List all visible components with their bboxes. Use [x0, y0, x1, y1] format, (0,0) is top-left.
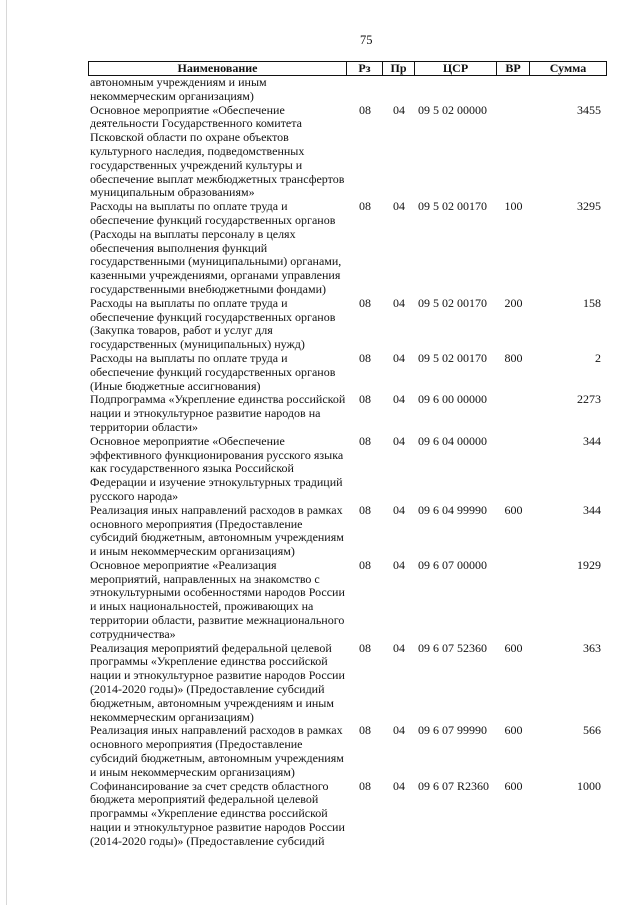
section-code: 08 — [359, 778, 371, 793]
subsection-code: 04 — [393, 433, 405, 448]
name-line: территории области» — [90, 419, 199, 434]
name-line: Реализация мероприятий федеральной целевой — [90, 640, 332, 655]
subsection-code: 04 — [393, 295, 405, 310]
amount: 3295 — [577, 199, 601, 214]
expense-type-code: 800 — [504, 350, 523, 365]
section-code: 08 — [359, 350, 371, 365]
name-line: обеспечение функций государственных органов — [90, 212, 336, 227]
table-row — [88, 724, 607, 779]
name-line: нации и этнокультурное развитие народов на — [90, 406, 321, 421]
expense-type-code: 600 — [504, 502, 523, 517]
table-row — [88, 780, 607, 849]
row-name — [88, 642, 347, 725]
name-line: культурного наследия, подведомственных — [90, 143, 305, 158]
table-row — [88, 559, 607, 642]
name-line: и иным некоммерческим организациям) — [90, 764, 295, 779]
name-line: обеспечение функций государственных органов — [90, 309, 336, 324]
target-article-code: 09 6 07 00000 — [418, 557, 487, 572]
target-article-code: 09 5 02 00170 — [418, 295, 487, 310]
row-name — [88, 76, 347, 104]
section-code: 08 — [359, 295, 371, 310]
subsection-code: 04 — [393, 778, 405, 793]
name-line: основного мероприятия (Предоставление — [90, 516, 303, 531]
expense-type-code: 600 — [504, 778, 523, 793]
table-row — [88, 76, 607, 104]
scan-edge — [6, 0, 7, 905]
target-article-code: 09 5 02 00000 — [418, 102, 487, 117]
table-row — [88, 393, 607, 434]
row-name — [88, 780, 347, 849]
name-line: Основное мероприятие «Обеспечение — [90, 102, 285, 117]
table-body — [88, 76, 607, 849]
amount: 2 — [595, 350, 601, 365]
row-name — [88, 435, 347, 504]
header-pr: Пр — [383, 62, 415, 75]
name-line: муниципальным образованиям» — [90, 185, 255, 200]
target-article-code: 09 6 07 99990 — [418, 723, 487, 738]
amount: 1000 — [577, 778, 601, 793]
expense-type-code: 600 — [504, 640, 523, 655]
name-line: бюджетным, автономным учреждениям и иным — [90, 695, 334, 710]
table-row — [88, 200, 607, 297]
name-line: территории области, развитие межнационального — [90, 613, 345, 628]
name-line: мероприятий, направленных на знакомство с — [90, 571, 320, 586]
section-code: 08 — [359, 433, 371, 448]
expense-type-code: 100 — [504, 199, 523, 214]
subsection-code: 04 — [393, 199, 405, 214]
expense-type-code — [497, 76, 530, 104]
name-line: некоммерческим организациям) — [90, 88, 254, 103]
expense-type-code — [497, 393, 530, 434]
section-code: 08 — [359, 723, 371, 738]
amount: 3455 — [577, 102, 601, 117]
table-row — [88, 642, 607, 725]
table-row — [88, 435, 607, 504]
name-line: Реализация иных направлений расходов в рамках — [90, 502, 343, 517]
expense-type-code: 600 — [504, 723, 523, 738]
name-line: Подпрограмма «Укрепление единства российской — [90, 392, 346, 407]
amount: 2273 — [577, 392, 601, 407]
name-line: (Закупка товаров, работ и услуг для — [90, 323, 273, 338]
name-line: (2014-2020 годы)» (Предоставление субсидий — [90, 682, 325, 697]
section-code: 08 — [359, 640, 371, 655]
name-line: Федерации и изучение этнокультурных традиций — [90, 475, 343, 490]
section-code: 08 — [359, 502, 371, 517]
subsection-code: 04 — [393, 102, 405, 117]
table-row — [88, 104, 607, 201]
expense-type-code — [497, 435, 530, 504]
section-code: 08 — [359, 557, 371, 572]
target-article-code — [415, 76, 497, 104]
row-name — [88, 559, 347, 642]
name-line: (2014-2020 годы)» (Предоставление субсидий — [90, 833, 325, 848]
name-line: (Расходы на выплаты персоналу в целях — [90, 226, 296, 241]
name-line: государственных (муниципальных) нужд) — [90, 337, 305, 352]
row-name — [88, 352, 347, 393]
target-article-code: 09 6 04 00000 — [418, 433, 487, 448]
section-code — [347, 76, 383, 104]
name-line: Псковской области по охране объектов — [90, 130, 289, 145]
expense-type-code: 200 — [504, 295, 523, 310]
name-line: Софинансирование за счет средств областного — [90, 778, 329, 793]
target-article-code: 09 6 07 R2360 — [418, 778, 490, 793]
name-line: субсидий бюджетным, автономным учреждениям — [90, 530, 344, 545]
expense-type-code — [497, 104, 530, 201]
row-name — [88, 504, 347, 559]
header-rz: Рз — [347, 62, 383, 75]
table-row — [88, 504, 607, 559]
section-code: 08 — [359, 199, 371, 214]
row-name — [88, 724, 347, 779]
subsection-code — [383, 76, 415, 104]
amount: 1929 — [577, 557, 601, 572]
name-line: казенными учреждениями, органами управления — [90, 268, 341, 283]
name-line: государственных учреждений культуры и — [90, 157, 303, 172]
row-name — [88, 393, 347, 434]
name-line: обеспечение функций государственных органов — [90, 364, 336, 379]
name-line: и иных национальностей, проживающих на — [90, 599, 314, 614]
name-line: обеспечения выполнения функций — [90, 240, 268, 255]
name-line: Основное мероприятие «Обеспечение — [90, 433, 285, 448]
section-code: 08 — [359, 392, 371, 407]
subsection-code: 04 — [393, 723, 405, 738]
name-line: государственными внебюджетными фондами) — [90, 281, 327, 296]
target-article-code: 09 5 02 00170 — [418, 350, 487, 365]
section-code: 08 — [359, 102, 371, 117]
table-row — [88, 297, 607, 352]
name-line: программы «Укрепление единства российской — [90, 654, 328, 669]
row-name — [88, 297, 347, 352]
name-line: Основное мероприятие «Реализация — [90, 557, 277, 572]
subsection-code: 04 — [393, 392, 405, 407]
subsection-code: 04 — [393, 640, 405, 655]
expense-type-code — [497, 559, 530, 642]
row-name — [88, 104, 347, 201]
name-line: как государственного языка Российской — [90, 461, 294, 476]
subsection-code: 04 — [393, 502, 405, 517]
name-line: нации и этнокультурное развитие народов России — [90, 668, 345, 683]
target-article-code: 09 6 07 52360 — [418, 640, 487, 655]
page-number: 75 — [360, 33, 373, 47]
table-header — [88, 61, 607, 76]
header-vr: ВР — [497, 62, 530, 75]
amount: 566 — [583, 723, 601, 738]
header-name: Наименование — [89, 62, 347, 75]
name-line: эффективного функционирования русского языка — [90, 447, 344, 462]
subsection-code: 04 — [393, 350, 405, 365]
table-row — [88, 352, 607, 393]
name-line: Расходы на выплаты по оплате труда и — [90, 295, 288, 310]
header-sum: Сумма — [549, 61, 587, 75]
name-line: Расходы на выплаты по оплате труда и — [90, 199, 288, 214]
name-line: некоммерческим организациям) — [90, 709, 254, 724]
name-line: субсидий бюджетным, автономным учреждениям — [90, 751, 344, 766]
name-line: государственными (муниципальными) органами, — [90, 254, 342, 269]
name-line: автономным учреждениям и иным — [90, 75, 267, 89]
header-csr: ЦСР — [415, 62, 497, 75]
name-line: программы «Укрепление единства российской — [90, 806, 328, 821]
name-line: и иным некоммерческим организациям) — [90, 544, 295, 559]
name-line: Расходы на выплаты по оплате труда и — [90, 350, 288, 365]
amount: 363 — [583, 640, 601, 655]
subsection-code: 04 — [393, 557, 405, 572]
name-line: (Иные бюджетные ассигнования) — [90, 378, 261, 393]
name-line: Реализация иных направлений расходов в рамках — [90, 723, 343, 738]
amount — [530, 76, 607, 104]
name-line: сотрудничества» — [90, 626, 176, 641]
amount: 158 — [583, 295, 601, 310]
name-line: деятельности Государственного комитета — [90, 116, 302, 131]
name-line: обеспечение выплат межбюджетных трансфертов — [90, 171, 345, 186]
name-line: бюджета мероприятий федеральной целевой — [90, 792, 319, 807]
target-article-code: 09 5 02 00170 — [418, 199, 487, 214]
amount: 344 — [583, 502, 601, 517]
name-line: нации и этнокультурное развитие народов России — [90, 820, 345, 835]
target-article-code: 09 6 00 00000 — [418, 392, 487, 407]
name-line: основного мероприятия (Предоставление — [90, 737, 303, 752]
budget-table — [88, 61, 607, 849]
target-article-code: 09 6 04 99990 — [418, 502, 487, 517]
name-line: этнокультурными особенностями народов России — [90, 585, 345, 600]
row-name — [88, 200, 347, 297]
name-line: русского народа» — [90, 488, 179, 503]
amount: 344 — [583, 433, 601, 448]
